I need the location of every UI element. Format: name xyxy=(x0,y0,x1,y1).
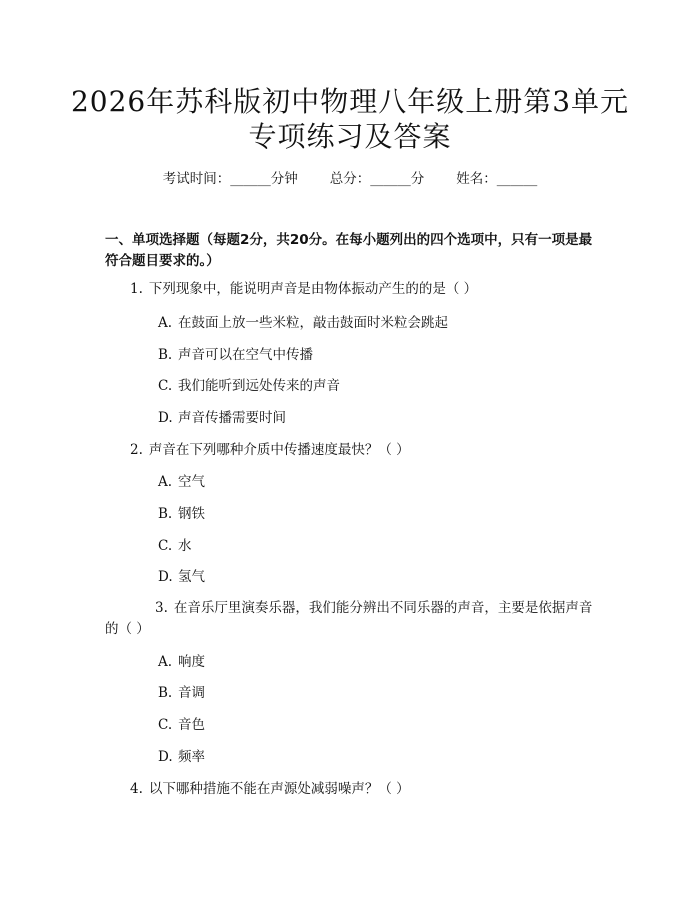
section-heading: 一、单项选择题（每题2分，共20分。在每小题列出的四个选项中，只有一项是最符合题目要求的。） xyxy=(105,232,593,269)
page-title-line-1: 2026年苏科版初中物理八年级上册第3单元 xyxy=(70,85,630,118)
question-text: 以下哪种措施不能在声源处减弱噪声？（ ） xyxy=(148,781,410,797)
question-2 xyxy=(130,441,410,459)
option-1c: C. 我们能听到远处传来的声音 xyxy=(158,378,340,394)
option-2d: D. 氢气 xyxy=(158,569,205,585)
question-number: 4. xyxy=(130,781,143,797)
question-text: 声音在下列哪种介质中传播速度最快？（ ） xyxy=(148,442,410,458)
question-1 xyxy=(130,280,477,298)
page-title-line-2: 专项练习及答案 xyxy=(248,120,452,153)
exam-time-field: 考试时间：______分钟 xyxy=(162,171,298,187)
option-3c: C. 音色 xyxy=(158,717,205,733)
question-text: 下列现象中，能说明声音是由物体振动产生的的是（ ） xyxy=(148,281,478,297)
option-3d: D. 频率 xyxy=(158,749,205,765)
question-number: 1. xyxy=(130,281,143,297)
option-2b: B. 钢铁 xyxy=(158,506,205,522)
question-number: 2. xyxy=(130,442,143,458)
option-1a: A. 在鼓面上放一些米粒，敲击鼓面时米粒会跳起 xyxy=(158,315,448,331)
exam-info-row xyxy=(0,170,700,188)
option-1b: B. 声音可以在空气中传播 xyxy=(158,347,313,363)
option-2a: A. 空气 xyxy=(158,474,205,490)
question-number: 3. xyxy=(155,600,168,616)
total-score-field: 总分：______分 xyxy=(329,171,425,187)
question-4 xyxy=(130,780,410,798)
option-3b: B. 音调 xyxy=(158,685,205,701)
option-1d: D. 声音传播需要时间 xyxy=(158,410,286,426)
option-3a: A. 响度 xyxy=(158,654,205,670)
question-3 xyxy=(105,598,600,640)
question-text: 在音乐厅里演奏乐器，我们能分辨出不同乐器的声音，主要是依据声音的（ ） xyxy=(105,600,593,637)
option-2c: C. 水 xyxy=(158,538,192,554)
student-name-field: 姓名：______ xyxy=(456,171,538,187)
